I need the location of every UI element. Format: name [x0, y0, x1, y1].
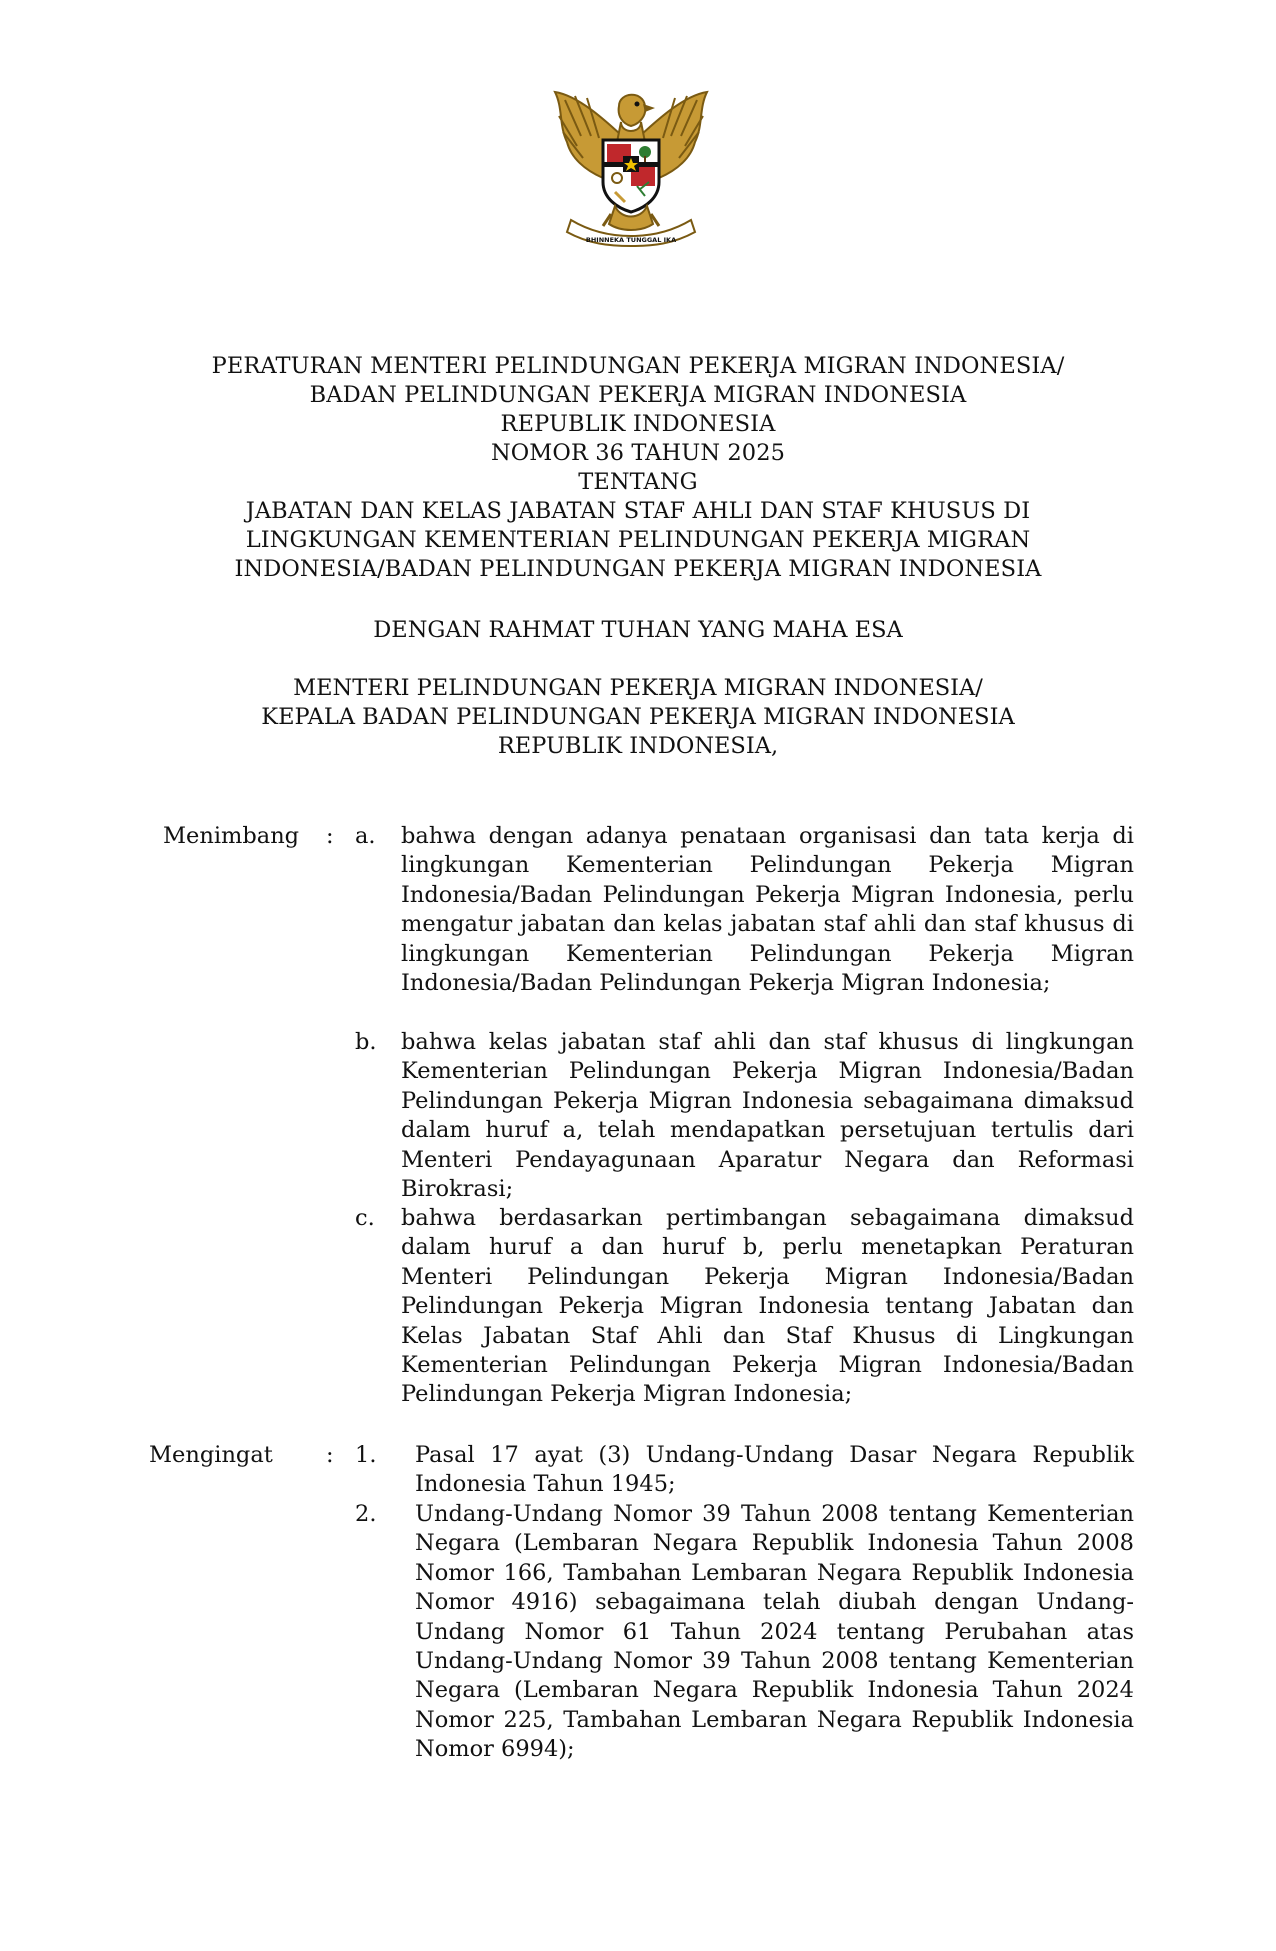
menimbang-item-c: bahwa berdasarkan pertimbangan sebagaimana dimaksud dalam huruf a dan huruf b, perlu menetapkan Peraturan Menteri Pelindungan Pekerja Migran Indonesia/Badan Pelindungan Pekerja Migran Indonesia tentang Jabatan dan Kelas Jabatan Staf Ahli dan Staf Khusus di Lingkungan Kementerian Pelindungan Pekerja Migran Indonesia/Badan Pelindungan Pekerja Migran Indonesia;: [401, 1205, 1134, 1408]
garuda-pancasila-emblem: [541, 86, 721, 248]
title-line: JABATAN DAN KELAS JABATAN STAF AHLI DAN STAF KHUSUS DI: [245, 498, 1031, 524]
mengingat-colon: :: [326, 1442, 334, 1468]
authority-line: KEPALA BADAN PELINDUNGAN PEKERJA MIGRAN INDONESIA: [261, 704, 1015, 730]
blessing-text: DENGAN RAHMAT TUHAN YANG MAHA ESA: [373, 617, 903, 643]
mengingat-item-2: Undang-Undang Nomor 39 Tahun 2008 tentang Kementerian Negara (Lembaran Negara Republik Indonesia Tahun 2008 Nomor 166, Tambahan Lembaran Negara Republik Indonesia Nomor 4916) sebagaimana telah diubah dengan Undang-Undang Nomor 61 Tahun 2024 tentang Perubahan atas Undang-Undang Nomor 39 Tahun 2008 tentang Kementerian Negara (Lembaran Negara Republik Indonesia Tahun 2024 Nomor 225, Tambahan Lembaran Negara Republik Indonesia Nomor 6994);: [415, 1501, 1134, 1763]
title-line: BADAN PELINDUNGAN PEKERJA MIGRAN INDONESIA: [309, 382, 967, 408]
menimbang-marker-c: c.: [355, 1205, 375, 1231]
title-line: PERATURAN MENTERI PELINDUNGAN PEKERJA MIGRAN INDONESIA/: [211, 353, 1065, 379]
authority-line: MENTERI PELINDUNGAN PEKERJA MIGRAN INDONESIA/: [293, 675, 983, 701]
title-line: REPUBLIK INDONESIA: [500, 411, 776, 437]
menimbang-item-b: bahwa kelas jabatan staf ahli dan staf khusus di lingkungan Kementerian Pelindungan Pekerja Migran Indonesia/Badan Pelindungan Pekerja Migran Indonesia sebagaimana dimaksud dalam huruf a, telah mendapatkan persetujuan tertulis dari Menteri Pendayagunaan Aparatur Negara dan Reformasi Birokrasi;: [401, 1029, 1134, 1203]
menimbang-item-a: bahwa dengan adanya penataan organisasi dan tata kerja di lingkungan Kementerian Pelindungan Pekerja Migran Indonesia/Badan Pelindungan Pekerja Migran Indonesia, perlu mengatur jabatan dan kelas jabatan staf ahli dan staf khusus di lingkungan Kementerian Pelindungan Pekerja Migran Indonesia/Badan Pelindungan Pekerja Migran Indonesia;: [401, 823, 1134, 997]
menimbang-label: Menimbang: [163, 823, 300, 849]
menimbang-colon: :: [326, 823, 334, 849]
regulation-title: [140, 352, 1136, 584]
mengingat-marker-1: 1.: [355, 1442, 377, 1468]
emblem-motto: BHINNEKA TUNGGAL IKA: [585, 236, 677, 244]
authority-block: [140, 674, 1136, 761]
menimbang-marker-b: b.: [355, 1029, 377, 1055]
menimbang-marker-a: a.: [355, 823, 376, 849]
title-line: NOMOR 36 TAHUN 2025: [490, 440, 786, 466]
title-line: INDONESIA/BADAN PELINDUNGAN PEKERJA MIGRAN INDONESIA: [234, 556, 1042, 582]
authority-line: REPUBLIK INDONESIA,: [497, 733, 779, 759]
blessing-line: [140, 616, 1136, 645]
mengingat-marker-2: 2.: [355, 1501, 377, 1527]
mengingat-item-1: Pasal 17 ayat (3) Undang-Undang Dasar Negara Republik Indonesia Tahun 1945;: [415, 1442, 1134, 1498]
garuda-icon: [541, 86, 721, 248]
title-line: TENTANG: [578, 469, 698, 495]
mengingat-label: Mengingat: [149, 1442, 273, 1468]
title-line: LINGKUNGAN KEMENTERIAN PELINDUNGAN PEKERJA MIGRAN: [245, 527, 1031, 553]
